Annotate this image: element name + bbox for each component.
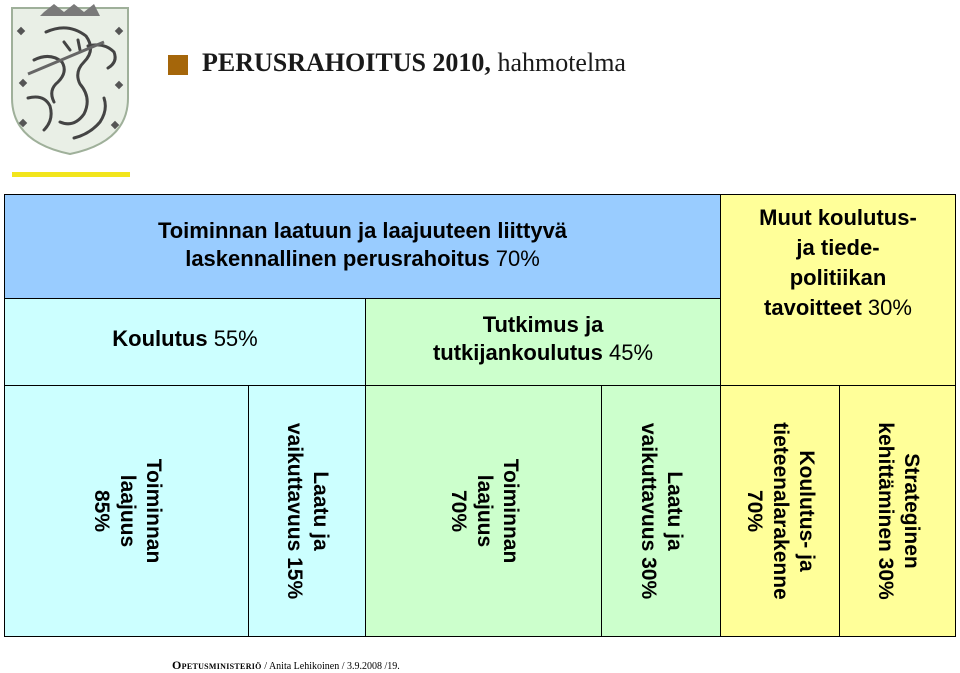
- research-volume-line1: Toiminnan: [498, 458, 522, 564]
- coat-of-arms-logo: [4, 2, 136, 158]
- field-structure-line1: Koulutus- ja: [795, 450, 818, 572]
- strategic-development-line1: Strateginen: [899, 453, 923, 569]
- education-volume-line2: laajuus: [115, 474, 139, 548]
- education-label: Koulutus: [112, 326, 208, 351]
- research-line1: Tutkimus ja: [482, 312, 604, 337]
- field-structure-line2: tieteenalarakenne: [769, 422, 792, 600]
- title-main: PERUSRAHOITUS 2010,: [202, 48, 491, 77]
- research-header: [365, 298, 721, 386]
- field-structure-line3: 70%: [743, 489, 766, 533]
- research-volume-line3: 70%: [446, 489, 470, 533]
- logo-underline: [12, 172, 130, 177]
- other-goals-line4: tavoitteet: [764, 295, 862, 320]
- research-quality-cell: [601, 385, 721, 637]
- education-quality-line1: Laatu ja: [309, 471, 332, 551]
- research-quality-line2: vaikuttavuus 30%: [637, 422, 660, 600]
- education-header: [4, 298, 366, 386]
- research-volume-cell: [365, 385, 602, 637]
- field-structure-cell: [720, 385, 840, 637]
- education-quality-cell: [248, 385, 366, 637]
- footer-rest: / Anita Lehikoinen / 3.9.2008 /19.: [261, 661, 400, 672]
- basic-funding-pct: 70%: [489, 246, 540, 271]
- strategic-development-cell: [839, 385, 956, 637]
- research-line2: tutkijankoulutus: [432, 340, 603, 365]
- research-pct: 45%: [602, 340, 654, 365]
- education-volume-line3: 85%: [89, 489, 113, 533]
- title-rest: hahmotelma: [490, 48, 626, 77]
- basic-funding-line1: Toiminnan laatuun ja laajuuteen liittyvä: [157, 218, 568, 243]
- research-volume-line2: laajuus: [472, 474, 496, 548]
- other-goals-line2: ja tiede-: [796, 235, 880, 260]
- education-volume-cell: [4, 385, 249, 637]
- other-goals-line1: Muut koulutus-: [759, 205, 917, 230]
- education-pct: 55%: [207, 326, 258, 351]
- title-bullet-icon: [168, 55, 188, 75]
- other-goals-pct: 30%: [861, 295, 912, 320]
- other-goals-line3: politiikan: [789, 265, 887, 290]
- other-goals-header: [720, 194, 956, 386]
- education-volume-line1: Toiminnan: [141, 458, 165, 564]
- page-title: [202, 48, 626, 78]
- footer-org: Opetusministeriö: [172, 658, 262, 672]
- research-quality-line1: Laatu ja: [663, 471, 686, 551]
- education-quality-line2: vaikuttavuus 15%: [283, 422, 306, 600]
- basic-funding-header: [4, 194, 721, 299]
- footer: [172, 658, 400, 673]
- strategic-development-line2: kehittäminen 30%: [873, 422, 897, 600]
- basic-funding-line2: laskennallinen perusrahoitus: [185, 246, 490, 271]
